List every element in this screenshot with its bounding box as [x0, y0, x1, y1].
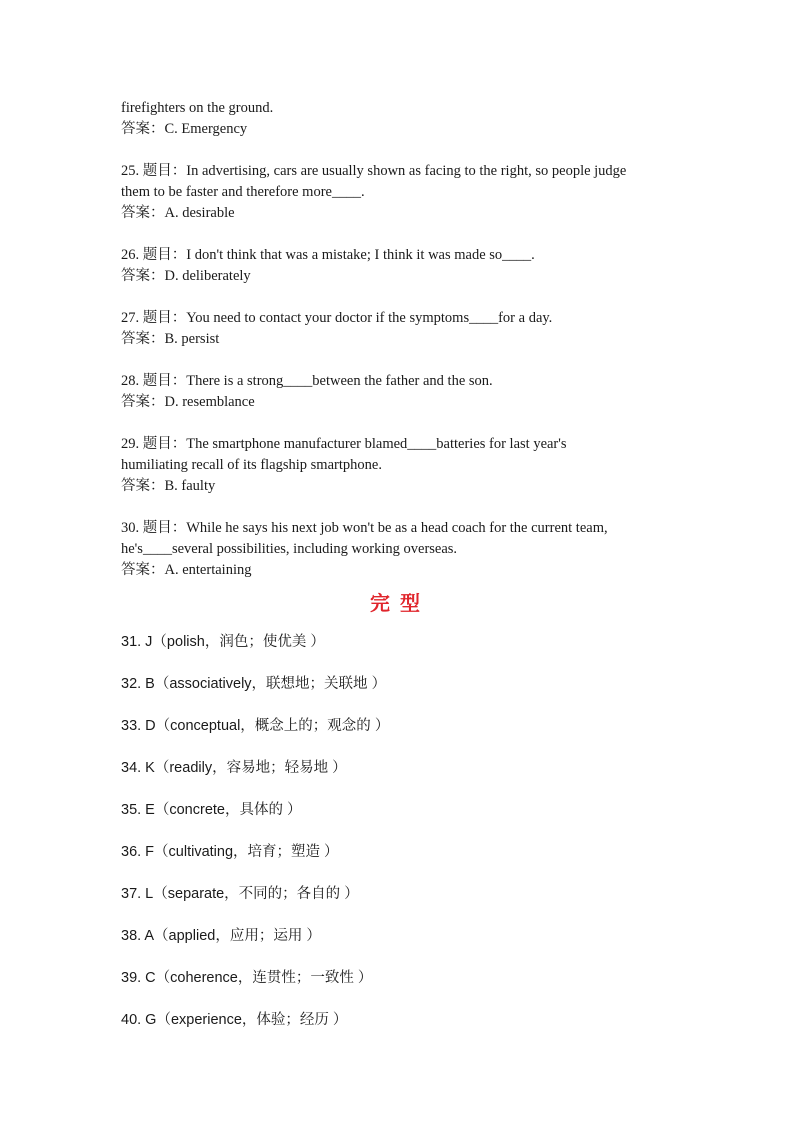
cloze-item-31: 31. J（polish，润色；使优美 ）: [121, 634, 325, 650]
question-26-text: 26. 题目：I don't think that was a mistake; I think it was made so____.: [121, 247, 535, 263]
cloze-item-37: 37. L（separate，不同的；各自的 ）: [121, 886, 359, 902]
cloze-item-39: 39. C（coherence，连贯性；一致性 ）: [121, 970, 373, 986]
question-28-text: 28. 题目：There is a strong____between the father and the son.: [121, 373, 493, 389]
question-29-text-cont: humiliating recall of its flagship smartphone.: [121, 457, 382, 473]
question-26-answer: 答案：D. deliberately: [121, 268, 251, 284]
question-27-text: 27. 题目：You need to contact your doctor if the symptoms____for a day.: [121, 310, 553, 326]
cloze-item-38: 38. A（applied，应用；运用 ）: [121, 928, 321, 944]
question-25-text: 25. 题目：In advertising, cars are usually shown as facing to the right, so people judge: [121, 163, 627, 179]
cloze-item-33: 33. D（conceptual，概念上的；观念的 ）: [121, 718, 390, 734]
question-24-tail: firefighters on the ground.: [121, 100, 274, 116]
cloze-item-35: 35. E（concrete，具体的 ）: [121, 802, 302, 818]
question-25-text-cont: them to be faster and therefore more____.: [121, 184, 365, 200]
question-29-text: 29. 题目：The smartphone manufacturer blamed____batteries for last year's: [121, 436, 567, 452]
question-29-answer: 答案：B. faulty: [121, 478, 216, 494]
question-30-text: 30. 题目：While he says his next job won't be as a head coach for the current team,: [121, 520, 608, 536]
question-25-answer: 答案：A. desirable: [121, 205, 235, 221]
question-27-answer: 答案：B. persist: [121, 331, 220, 347]
cloze-item-34: 34. K（readily，容易地；轻易地 ）: [121, 760, 347, 776]
cloze-item-32: 32. B（associatively，联想地；关联地 ）: [121, 676, 387, 692]
question-28-answer: 答案：D. resemblance: [121, 394, 255, 410]
section-title: 完型: [370, 591, 430, 615]
question-24-answer: 答案：C. Emergency: [121, 121, 248, 137]
question-30-text-cont: he's____several possibilities, including working overseas.: [121, 541, 458, 557]
question-30-answer: 答案：A. entertaining: [121, 562, 252, 578]
cloze-item-36: 36. F（cultivating，培育；塑造 ）: [121, 844, 339, 860]
cloze-item-40: 40. G（experience，体验；经历 ）: [121, 1012, 348, 1028]
